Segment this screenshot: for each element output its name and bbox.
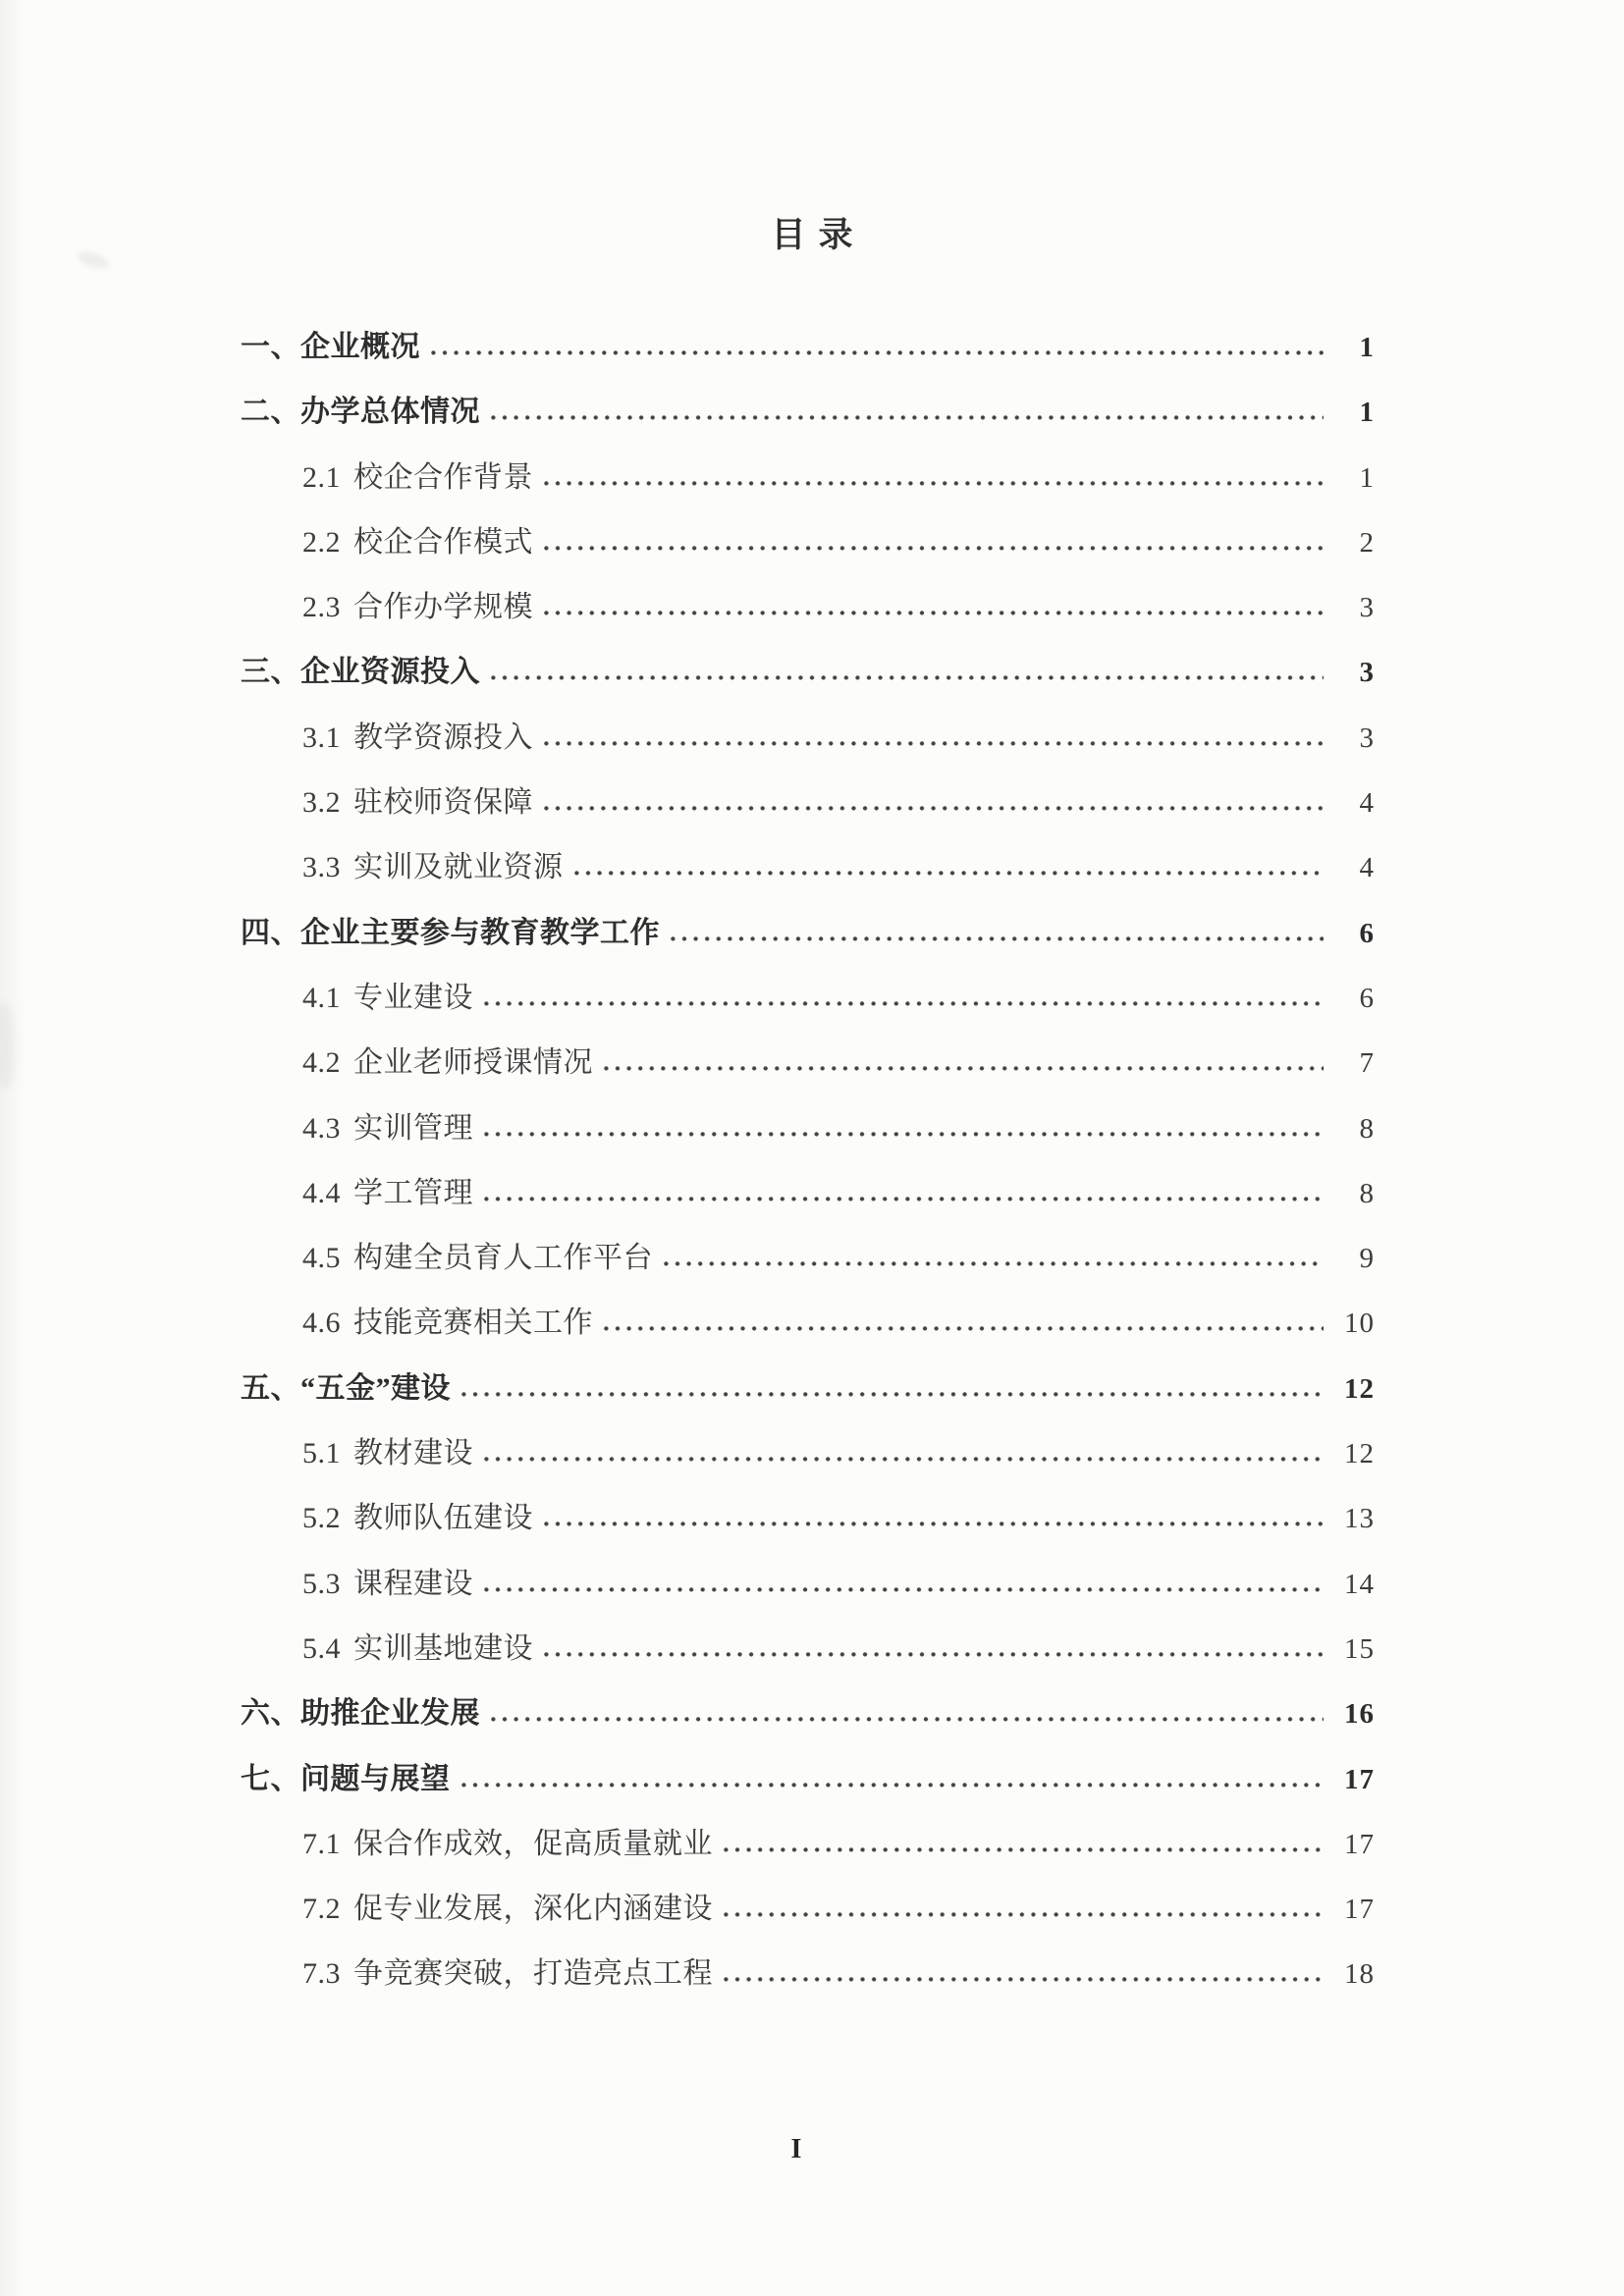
toc-list	[241, 327, 1375, 2019]
toc-entry-label: 5.4 实训基地建设	[302, 1631, 533, 1665]
toc-entry-page: 3	[1359, 592, 1375, 624]
toc-entry-label: 3.2 驻校师资保障	[302, 786, 533, 820]
scan-edge-shading	[0, 0, 26, 2296]
toc-entry-label: 二、办学总体情况	[241, 396, 480, 429]
toc-entry-label: 5.2 教师队伍建设	[302, 1502, 533, 1535]
toc-entry-label: 三、企业资源投入	[241, 656, 480, 689]
toc-entry-page: 14	[1344, 1568, 1375, 1600]
toc-entry	[241, 522, 1375, 587]
toc-dot-leader	[542, 457, 1324, 487]
toc-entry-page: 15	[1344, 1632, 1375, 1665]
toc-entry-label: 3.3 实训及就业资源	[302, 851, 564, 884]
toc-entry-label: 5.3 课程建设	[302, 1567, 473, 1600]
toc-entry-page: 12	[1344, 1438, 1375, 1470]
toc-entry-label: 四、企业主要参与教育教学工作	[241, 916, 660, 949]
toc-entry-label: 4.4 学工管理	[302, 1176, 473, 1209]
toc-entry-label: 7.2 促专业发展，深化内涵建设	[302, 1893, 713, 1926]
toc-entry-label: 4.5 构建全员育人工作平台	[302, 1242, 653, 1275]
toc-dot-leader	[460, 1759, 1325, 1789]
toc-dot-leader	[602, 1042, 1324, 1072]
toc-dot-leader	[722, 1889, 1324, 1918]
toc-entry	[241, 782, 1375, 847]
toc-entry-label: 2.1 校企合作背景	[302, 460, 533, 494]
toc-dot-leader	[542, 522, 1324, 552]
toc-dot-leader	[602, 1303, 1324, 1332]
toc-dot-leader	[722, 1953, 1324, 1983]
toc-entry	[241, 1042, 1375, 1107]
toc-dot-leader	[489, 392, 1324, 421]
toc-entry	[241, 913, 1375, 978]
toc-entry-page: 17	[1344, 1763, 1375, 1795]
toc-entry-label: 4.6 技能竞赛相关工作	[302, 1307, 593, 1340]
toc-entry-page: 16	[1344, 1698, 1375, 1731]
toc-entry-label: 4.1 专业建设	[302, 981, 473, 1014]
toc-entry	[241, 652, 1375, 717]
toc-entry	[241, 1824, 1375, 1889]
footer-page-number: I	[790, 2134, 802, 2164]
toc-dot-leader	[662, 1238, 1324, 1267]
toc-entry	[241, 1368, 1375, 1433]
toc-dot-leader	[482, 1433, 1324, 1463]
toc-entry-page: 6	[1359, 917, 1375, 949]
toc-entry	[241, 847, 1375, 912]
toc-entry-label: 2.2 校企合作模式	[302, 525, 533, 559]
toc-entry	[241, 327, 1375, 392]
toc-entry-page: 2	[1359, 526, 1375, 559]
toc-dot-leader	[429, 327, 1324, 356]
toc-entry-label: 五、“五金”建设	[241, 1371, 451, 1405]
toc-dot-leader	[572, 847, 1325, 877]
toc-entry	[241, 1238, 1375, 1303]
toc-dot-leader	[482, 1108, 1324, 1138]
toc-dot-leader	[482, 978, 1324, 1007]
toc-entry-page: 1	[1359, 397, 1375, 429]
toc-entry-label: 4.2 企业老师授课情况	[302, 1046, 593, 1080]
toc-entry	[241, 1953, 1375, 2018]
toc-entry-page: 9	[1359, 1243, 1375, 1275]
toc-entry	[241, 1108, 1375, 1173]
toc-dot-leader	[489, 1693, 1324, 1723]
toc-entry	[241, 978, 1375, 1042]
toc-entry-page: 17	[1344, 1894, 1375, 1926]
toc-entry	[241, 457, 1375, 522]
toc-entry-label: 七、问题与展望	[241, 1762, 451, 1795]
toc-entry-page: 17	[1344, 1828, 1375, 1860]
toc-entry	[241, 1173, 1375, 1238]
toc-dot-leader	[482, 1564, 1324, 1593]
toc-entry	[241, 1759, 1375, 1824]
toc-dot-leader	[542, 782, 1324, 812]
toc-entry-label: 2.3 合作办学规模	[302, 591, 533, 624]
toc-entry	[241, 718, 1375, 782]
toc-entry-page: 1	[1359, 461, 1375, 494]
toc-entry-page: 7	[1359, 1047, 1375, 1080]
toc-entry-page: 6	[1359, 982, 1375, 1014]
toc-dot-leader	[542, 1498, 1324, 1527]
toc-dot-leader	[542, 1629, 1324, 1658]
toc-dot-leader	[542, 718, 1324, 747]
toc-entry-label: 7.1 保合作成效，促高质量就业	[302, 1827, 713, 1860]
toc-entry	[241, 1433, 1375, 1498]
toc-entry-page: 8	[1359, 1177, 1375, 1209]
toc-dot-leader	[669, 913, 1324, 942]
toc-entry	[241, 1693, 1375, 1758]
toc-entry	[241, 1889, 1375, 1953]
toc-entry-page: 18	[1344, 1958, 1375, 1991]
toc-entry	[241, 1629, 1375, 1693]
toc-entry-page: 4	[1359, 787, 1375, 820]
toc-entry-page: 8	[1359, 1112, 1375, 1145]
toc-entry-page: 4	[1359, 852, 1375, 884]
toc-entry-label: 六、助推企业发展	[241, 1697, 480, 1731]
toc-dot-leader	[722, 1824, 1324, 1853]
toc-entry	[241, 392, 1375, 456]
toc-entry-page: 3	[1359, 657, 1375, 689]
toc-entry-page: 10	[1344, 1308, 1375, 1340]
toc-entry-label: 7.3 争竞赛突破，打造亮点工程	[302, 1957, 713, 1991]
toc-entry	[241, 1303, 1375, 1367]
toc-entry-page: 3	[1359, 721, 1375, 754]
toc-dot-leader	[460, 1368, 1324, 1398]
toc-dot-leader	[489, 652, 1324, 681]
toc-entry	[241, 1564, 1375, 1629]
toc-entry-page: 13	[1344, 1503, 1375, 1535]
toc-entry-page: 12	[1344, 1372, 1375, 1405]
toc-entry	[241, 587, 1375, 652]
toc-entry-page: 1	[1359, 332, 1375, 363]
toc-dot-leader	[482, 1173, 1324, 1202]
page-title: 目录	[771, 216, 866, 254]
toc-entry-label: 5.1 教材建设	[302, 1437, 473, 1470]
toc-entry	[241, 1498, 1375, 1563]
toc-entry-label: 一、企业概况	[241, 331, 420, 363]
toc-entry-label: 3.1 教学资源投入	[302, 721, 533, 754]
toc-dot-leader	[542, 587, 1324, 616]
toc-entry-label: 4.3 实训管理	[302, 1111, 473, 1145]
